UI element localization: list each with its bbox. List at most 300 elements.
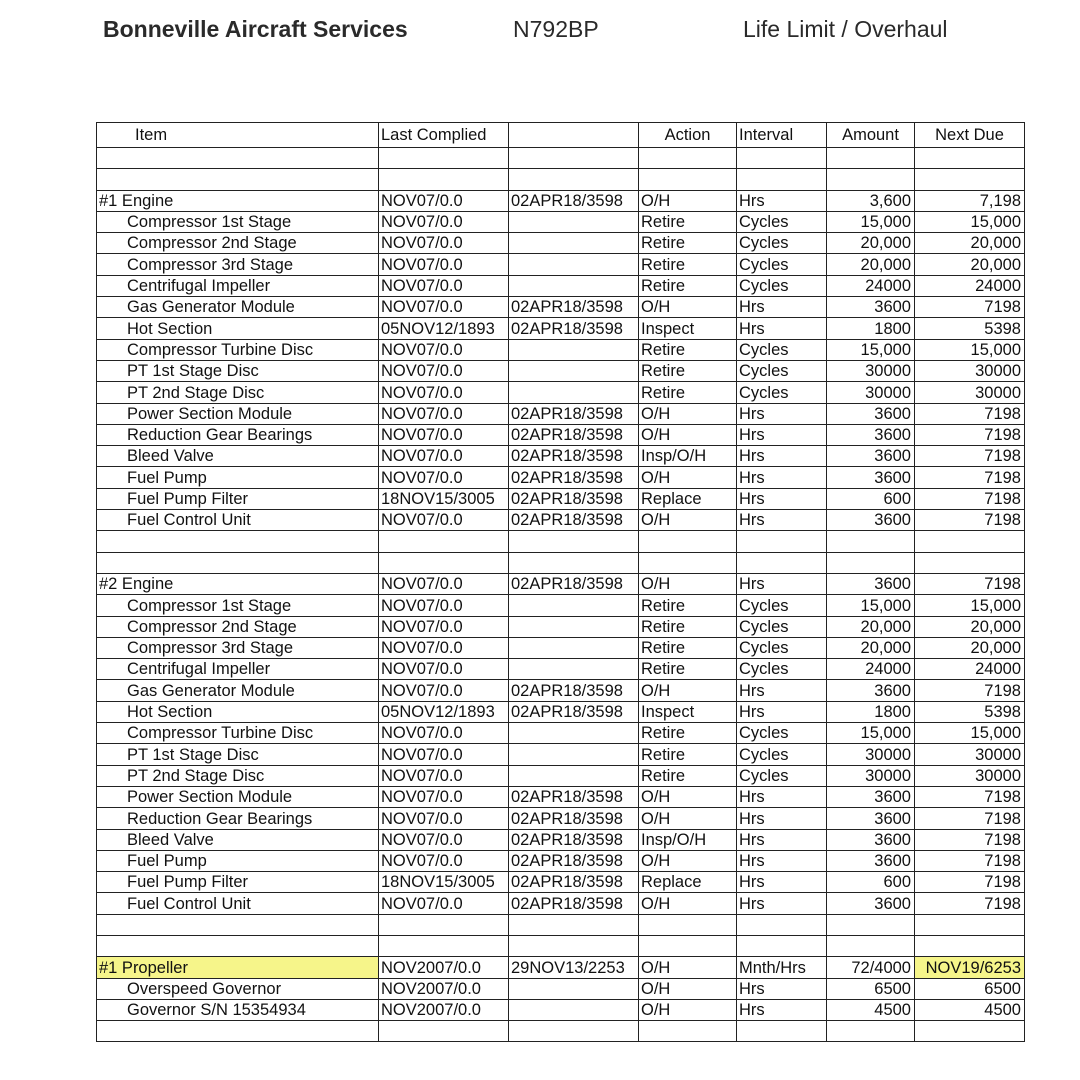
column-header-item: Item <box>97 123 379 148</box>
last-complied-cell: NOV07/0.0 <box>379 211 509 232</box>
next-due-cell: 15,000 <box>915 595 1025 616</box>
action-cell: O/H <box>639 786 737 807</box>
next-due-cell: 7,198 <box>915 190 1025 211</box>
amount-cell: 30000 <box>827 765 915 786</box>
amount-cell: 15,000 <box>827 723 915 744</box>
table-row <box>97 659 1025 680</box>
next-due-cell: 7198 <box>915 573 1025 594</box>
empty-cell <box>97 531 379 552</box>
last-complied-cell: NOV07/0.0 <box>379 275 509 296</box>
action-cell: Retire <box>639 211 737 232</box>
action-cell: O/H <box>639 850 737 871</box>
item-cell: Power Section Module <box>97 786 379 807</box>
empty-cell <box>827 169 915 190</box>
last-complied-cell: NOV07/0.0 <box>379 637 509 658</box>
column-header-action: Action <box>639 123 737 148</box>
action-cell: Inspect <box>639 701 737 722</box>
next-due-cell: 20,000 <box>915 254 1025 275</box>
empty-cell <box>915 914 1025 935</box>
table-row <box>97 211 1025 232</box>
last-complied-cell: NOV07/0.0 <box>379 723 509 744</box>
column-header-blank <box>509 123 639 148</box>
blank-row <box>97 169 1025 190</box>
empty-cell <box>97 169 379 190</box>
last-complied-2-cell: 02APR18/3598 <box>509 808 639 829</box>
action-cell: Retire <box>639 595 737 616</box>
table-row <box>97 467 1025 488</box>
empty-cell <box>639 1021 737 1042</box>
interval-cell: Hrs <box>737 190 827 211</box>
last-complied-cell: NOV07/0.0 <box>379 424 509 445</box>
last-complied-cell: NOV07/0.0 <box>379 446 509 467</box>
table-row <box>97 637 1025 658</box>
item-cell: Compressor Turbine Disc <box>97 339 379 360</box>
next-due-cell: NOV19/6253 <box>915 957 1025 978</box>
empty-cell <box>379 914 509 935</box>
item-cell: Fuel Pump Filter <box>97 488 379 509</box>
last-complied-cell: 18NOV15/3005 <box>379 872 509 893</box>
empty-cell <box>509 935 639 956</box>
last-complied-2-cell: 02APR18/3598 <box>509 467 639 488</box>
item-cell: Bleed Valve <box>97 446 379 467</box>
tail-number: N792BP <box>513 16 599 42</box>
last-complied-2-cell: 02APR18/3598 <box>509 446 639 467</box>
empty-cell <box>509 552 639 573</box>
empty-cell <box>639 552 737 573</box>
table-row <box>97 786 1025 807</box>
next-due-cell: 15,000 <box>915 211 1025 232</box>
next-due-cell: 15,000 <box>915 339 1025 360</box>
table-row <box>97 446 1025 467</box>
empty-cell <box>379 169 509 190</box>
table-row <box>97 424 1025 445</box>
last-complied-2-cell: 02APR18/3598 <box>509 424 639 445</box>
empty-cell <box>827 531 915 552</box>
action-cell: Inspect <box>639 318 737 339</box>
last-complied-cell: NOV07/0.0 <box>379 744 509 765</box>
last-complied-cell: NOV07/0.0 <box>379 786 509 807</box>
item-cell: Reduction Gear Bearings <box>97 424 379 445</box>
item-cell: Fuel Pump <box>97 850 379 871</box>
empty-cell <box>509 914 639 935</box>
last-complied-cell: 05NOV12/1893 <box>379 701 509 722</box>
last-complied-2-cell <box>509 659 639 680</box>
item-cell: Compressor Turbine Disc <box>97 723 379 744</box>
last-complied-2-cell: 02APR18/3598 <box>509 297 639 318</box>
amount-cell: 3600 <box>827 680 915 701</box>
blank-row <box>97 552 1025 573</box>
action-cell: O/H <box>639 510 737 531</box>
amount-cell: 3600 <box>827 467 915 488</box>
empty-cell <box>509 531 639 552</box>
empty-cell <box>639 169 737 190</box>
next-due-cell: 24000 <box>915 659 1025 680</box>
interval-cell: Cycles <box>737 765 827 786</box>
table-row <box>97 339 1025 360</box>
interval-cell: Cycles <box>737 637 827 658</box>
table-row <box>97 999 1025 1020</box>
next-due-cell: 5398 <box>915 701 1025 722</box>
component-header-row <box>97 190 1025 211</box>
table-row <box>97 510 1025 531</box>
interval-cell: Hrs <box>737 701 827 722</box>
empty-cell <box>379 531 509 552</box>
last-complied-cell: NOV07/0.0 <box>379 403 509 424</box>
empty-cell <box>737 914 827 935</box>
empty-cell <box>97 148 379 169</box>
blank-row <box>97 1021 1025 1042</box>
table-row <box>97 701 1025 722</box>
amount-cell: 15,000 <box>827 595 915 616</box>
empty-cell <box>915 169 1025 190</box>
last-complied-cell: NOV07/0.0 <box>379 233 509 254</box>
interval-cell: Hrs <box>737 893 827 914</box>
empty-cell <box>827 1021 915 1042</box>
last-complied-2-cell: 02APR18/3598 <box>509 893 639 914</box>
action-cell: Retire <box>639 233 737 254</box>
action-cell: Retire <box>639 275 737 296</box>
amount-cell: 600 <box>827 488 915 509</box>
last-complied-2-cell <box>509 339 639 360</box>
empty-cell <box>737 1021 827 1042</box>
amount-cell: 1800 <box>827 701 915 722</box>
action-cell: O/H <box>639 893 737 914</box>
last-complied-cell: NOV07/0.0 <box>379 254 509 275</box>
last-complied-cell: NOV07/0.0 <box>379 616 509 637</box>
action-cell: Retire <box>639 360 737 381</box>
table-row <box>97 297 1025 318</box>
empty-cell <box>379 148 509 169</box>
interval-cell: Hrs <box>737 467 827 488</box>
last-complied-cell: NOV07/0.0 <box>379 190 509 211</box>
interval-cell: Cycles <box>737 339 827 360</box>
table-row <box>97 275 1025 296</box>
last-complied-cell: NOV07/0.0 <box>379 382 509 403</box>
empty-cell <box>737 552 827 573</box>
interval-cell: Cycles <box>737 595 827 616</box>
amount-cell: 20,000 <box>827 637 915 658</box>
empty-cell <box>509 148 639 169</box>
last-complied-cell: NOV07/0.0 <box>379 595 509 616</box>
table-header-row <box>97 123 1025 148</box>
action-cell: Replace <box>639 488 737 509</box>
table-row <box>97 403 1025 424</box>
item-cell: Governor S/N 15354934 <box>97 999 379 1020</box>
action-cell: O/H <box>639 403 737 424</box>
action-cell: O/H <box>639 999 737 1020</box>
amount-cell: 30000 <box>827 360 915 381</box>
last-complied-cell: NOV07/0.0 <box>379 765 509 786</box>
next-due-cell: 20,000 <box>915 233 1025 254</box>
action-cell: O/H <box>639 680 737 701</box>
last-complied-cell: NOV2007/0.0 <box>379 957 509 978</box>
action-cell: Retire <box>639 723 737 744</box>
interval-cell: Hrs <box>737 872 827 893</box>
amount-cell: 3600 <box>827 424 915 445</box>
item-cell: Compressor 2nd Stage <box>97 616 379 637</box>
interval-cell: Hrs <box>737 829 827 850</box>
action-cell: O/H <box>639 573 737 594</box>
interval-cell: Mnth/Hrs <box>737 957 827 978</box>
last-complied-2-cell: 02APR18/3598 <box>509 488 639 509</box>
item-cell: Hot Section <box>97 318 379 339</box>
empty-cell <box>827 914 915 935</box>
last-complied-cell: NOV07/0.0 <box>379 659 509 680</box>
empty-cell <box>379 552 509 573</box>
item-cell: PT 2nd Stage Disc <box>97 382 379 403</box>
interval-cell: Hrs <box>737 297 827 318</box>
amount-cell: 6500 <box>827 978 915 999</box>
life-limit-table <box>96 122 1025 1042</box>
action-cell: O/H <box>639 297 737 318</box>
item-cell: PT 2nd Stage Disc <box>97 765 379 786</box>
amount-cell: 3600 <box>827 786 915 807</box>
table-row <box>97 850 1025 871</box>
table-row <box>97 808 1025 829</box>
action-cell: Retire <box>639 339 737 360</box>
interval-cell: Hrs <box>737 424 827 445</box>
interval-cell: Hrs <box>737 786 827 807</box>
item-cell: Gas Generator Module <box>97 680 379 701</box>
interval-cell: Cycles <box>737 616 827 637</box>
empty-cell <box>737 935 827 956</box>
action-cell: Retire <box>639 382 737 403</box>
interval-cell: Cycles <box>737 360 827 381</box>
empty-cell <box>915 1021 1025 1042</box>
empty-cell <box>915 148 1025 169</box>
empty-cell <box>737 148 827 169</box>
item-cell: Bleed Valve <box>97 829 379 850</box>
last-complied-cell: NOV07/0.0 <box>379 829 509 850</box>
action-cell: O/H <box>639 978 737 999</box>
empty-cell <box>639 935 737 956</box>
last-complied-2-cell: 02APR18/3598 <box>509 829 639 850</box>
last-complied-2-cell: 02APR18/3598 <box>509 190 639 211</box>
amount-cell: 72/4000 <box>827 957 915 978</box>
interval-cell: Hrs <box>737 510 827 531</box>
last-complied-cell: NOV07/0.0 <box>379 360 509 381</box>
last-complied-2-cell: 02APR18/3598 <box>509 510 639 531</box>
table-row <box>97 595 1025 616</box>
last-complied-2-cell <box>509 275 639 296</box>
empty-cell <box>827 148 915 169</box>
table-row <box>97 254 1025 275</box>
amount-cell: 30000 <box>827 382 915 403</box>
last-complied-2-cell: 02APR18/3598 <box>509 701 639 722</box>
item-cell: #1 Engine <box>97 190 379 211</box>
item-cell: Fuel Pump <box>97 467 379 488</box>
empty-cell <box>97 1021 379 1042</box>
amount-cell: 24000 <box>827 659 915 680</box>
empty-cell <box>639 148 737 169</box>
amount-cell: 1800 <box>827 318 915 339</box>
last-complied-2-cell <box>509 999 639 1020</box>
item-cell: Compressor 1st Stage <box>97 211 379 232</box>
interval-cell: Cycles <box>737 659 827 680</box>
component-header-row <box>97 573 1025 594</box>
amount-cell: 3600 <box>827 573 915 594</box>
next-due-cell: 7198 <box>915 893 1025 914</box>
last-complied-cell: 18NOV15/3005 <box>379 488 509 509</box>
item-cell: Centrifugal Impeller <box>97 659 379 680</box>
table-row <box>97 382 1025 403</box>
table-row <box>97 318 1025 339</box>
amount-cell: 15,000 <box>827 339 915 360</box>
next-due-cell: 7198 <box>915 872 1025 893</box>
next-due-cell: 5398 <box>915 318 1025 339</box>
column-header-last-complied: Last Complied <box>379 123 509 148</box>
next-due-cell: 6500 <box>915 978 1025 999</box>
column-header-interval: Interval <box>737 123 827 148</box>
last-complied-2-cell: 02APR18/3598 <box>509 573 639 594</box>
last-complied-cell: NOV2007/0.0 <box>379 999 509 1020</box>
empty-cell <box>639 531 737 552</box>
item-cell: PT 1st Stage Disc <box>97 744 379 765</box>
last-complied-cell: NOV07/0.0 <box>379 808 509 829</box>
interval-cell: Cycles <box>737 723 827 744</box>
interval-cell: Hrs <box>737 488 827 509</box>
amount-cell: 3600 <box>827 808 915 829</box>
component-header-row <box>97 957 1025 978</box>
last-complied-2-cell <box>509 616 639 637</box>
company-name: Bonneville Aircraft Services <box>103 16 408 42</box>
action-cell: Retire <box>639 765 737 786</box>
amount-cell: 20,000 <box>827 616 915 637</box>
empty-cell <box>509 1021 639 1042</box>
interval-cell: Hrs <box>737 318 827 339</box>
last-complied-2-cell <box>509 254 639 275</box>
table-row <box>97 680 1025 701</box>
empty-cell <box>97 552 379 573</box>
table-row <box>97 744 1025 765</box>
item-cell: Compressor 3rd Stage <box>97 637 379 658</box>
interval-cell: Hrs <box>737 573 827 594</box>
empty-cell <box>97 914 379 935</box>
next-due-cell: 7198 <box>915 808 1025 829</box>
amount-cell: 3,600 <box>827 190 915 211</box>
item-cell: Reduction Gear Bearings <box>97 808 379 829</box>
blank-row <box>97 531 1025 552</box>
item-cell: Fuel Control Unit <box>97 893 379 914</box>
empty-cell <box>915 935 1025 956</box>
interval-cell: Cycles <box>737 275 827 296</box>
interval-cell: Hrs <box>737 850 827 871</box>
action-cell: O/H <box>639 957 737 978</box>
blank-row <box>97 935 1025 956</box>
column-header-next-due: Next Due <box>915 123 1025 148</box>
interval-cell: Hrs <box>737 978 827 999</box>
action-cell: Retire <box>639 744 737 765</box>
amount-cell: 30000 <box>827 744 915 765</box>
amount-cell: 3600 <box>827 510 915 531</box>
last-complied-2-cell <box>509 637 639 658</box>
amount-cell: 20,000 <box>827 254 915 275</box>
action-cell: Retire <box>639 637 737 658</box>
next-due-cell: 15,000 <box>915 723 1025 744</box>
item-cell: Fuel Pump Filter <box>97 872 379 893</box>
interval-cell: Hrs <box>737 680 827 701</box>
last-complied-2-cell: 02APR18/3598 <box>509 786 639 807</box>
item-cell: Compressor 3rd Stage <box>97 254 379 275</box>
next-due-cell: 7198 <box>915 850 1025 871</box>
next-due-cell: 7198 <box>915 424 1025 445</box>
last-complied-cell: NOV07/0.0 <box>379 680 509 701</box>
last-complied-2-cell <box>509 233 639 254</box>
amount-cell: 3600 <box>827 893 915 914</box>
blank-row <box>97 914 1025 935</box>
last-complied-cell: NOV07/0.0 <box>379 573 509 594</box>
last-complied-cell: 05NOV12/1893 <box>379 318 509 339</box>
interval-cell: Cycles <box>737 254 827 275</box>
next-due-cell: 7198 <box>915 488 1025 509</box>
last-complied-2-cell <box>509 978 639 999</box>
last-complied-2-cell: 02APR18/3598 <box>509 403 639 424</box>
amount-cell: 600 <box>827 872 915 893</box>
item-cell: Compressor 1st Stage <box>97 595 379 616</box>
amount-cell: 3600 <box>827 850 915 871</box>
table-row <box>97 233 1025 254</box>
next-due-cell: 7198 <box>915 786 1025 807</box>
next-due-cell: 7198 <box>915 297 1025 318</box>
amount-cell: 3600 <box>827 829 915 850</box>
table-row <box>97 488 1025 509</box>
empty-cell <box>737 169 827 190</box>
action-cell: Insp/O/H <box>639 829 737 850</box>
interval-cell: Cycles <box>737 744 827 765</box>
action-cell: Replace <box>639 872 737 893</box>
next-due-cell: 20,000 <box>915 616 1025 637</box>
item-cell: #2 Engine <box>97 573 379 594</box>
item-cell: Power Section Module <box>97 403 379 424</box>
last-complied-2-cell <box>509 211 639 232</box>
last-complied-cell: NOV07/0.0 <box>379 339 509 360</box>
action-cell: Retire <box>639 616 737 637</box>
last-complied-2-cell <box>509 765 639 786</box>
last-complied-2-cell <box>509 723 639 744</box>
last-complied-2-cell: 02APR18/3598 <box>509 850 639 871</box>
next-due-cell: 4500 <box>915 999 1025 1020</box>
last-complied-2-cell: 02APR18/3598 <box>509 680 639 701</box>
next-due-cell: 7198 <box>915 680 1025 701</box>
action-cell: O/H <box>639 190 737 211</box>
blank-row <box>97 148 1025 169</box>
next-due-cell: 30000 <box>915 382 1025 403</box>
amount-cell: 15,000 <box>827 211 915 232</box>
next-due-cell: 7198 <box>915 403 1025 424</box>
empty-cell <box>379 935 509 956</box>
last-complied-2-cell <box>509 744 639 765</box>
empty-cell <box>737 531 827 552</box>
amount-cell: 3600 <box>827 297 915 318</box>
table-row <box>97 829 1025 850</box>
empty-cell <box>379 1021 509 1042</box>
last-complied-cell: NOV07/0.0 <box>379 510 509 531</box>
last-complied-cell: NOV07/0.0 <box>379 850 509 871</box>
empty-cell <box>915 552 1025 573</box>
item-cell: Centrifugal Impeller <box>97 275 379 296</box>
item-cell: Hot Section <box>97 701 379 722</box>
empty-cell <box>639 914 737 935</box>
table-row <box>97 978 1025 999</box>
empty-cell <box>915 531 1025 552</box>
amount-cell: 3600 <box>827 446 915 467</box>
action-cell: O/H <box>639 467 737 488</box>
item-cell: PT 1st Stage Disc <box>97 360 379 381</box>
last-complied-2-cell <box>509 360 639 381</box>
last-complied-2-cell: 02APR18/3598 <box>509 872 639 893</box>
next-due-cell: 7198 <box>915 467 1025 488</box>
table-row <box>97 765 1025 786</box>
